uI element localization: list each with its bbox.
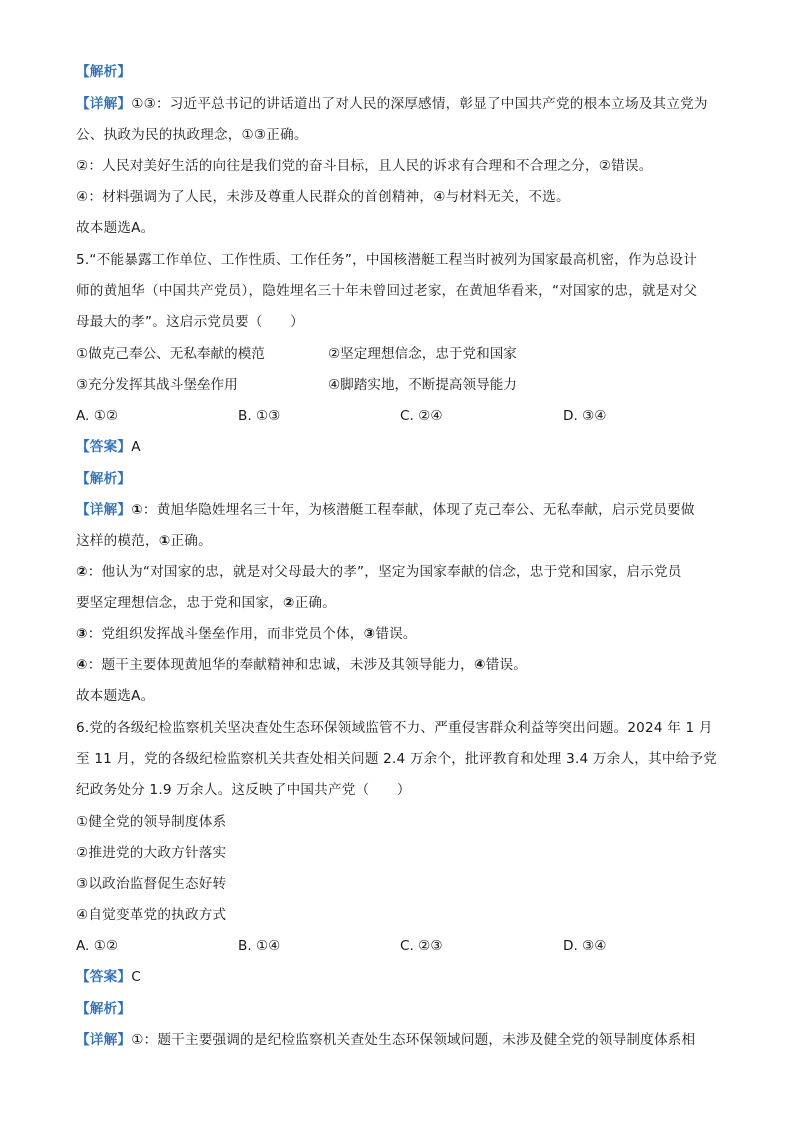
analysis-heading: 【解析】 xyxy=(76,471,132,487)
detail-tag: 【详解】 xyxy=(76,502,132,518)
question-6-item-3: ③以政治监督促生态好转 xyxy=(76,876,227,892)
question-6-option-b: B. ①④ xyxy=(238,938,281,954)
detail-line: 【详解】①：题干主要强调的是纪检监察机关查处生态环保领域问题，未涉及健全党的领导制度体系相 xyxy=(76,1032,696,1048)
question-6-option-d: D. ③④ xyxy=(563,938,607,954)
conclusion-line: 故本题选A。 xyxy=(76,220,155,236)
question-5-stem: 母最大的孝”。这启示党员要（ ） xyxy=(76,314,304,330)
detail-tag: 【详解】 xyxy=(76,1032,132,1048)
detail-tag: 【详解】 xyxy=(76,96,132,112)
detail-line: 要坚定理想信念，忠于党和国家，②正确。 xyxy=(76,595,337,611)
question-5-item-1: ①做克己奉公、无私奉献的模范 xyxy=(76,346,265,362)
question-5-option-d: D. ③④ xyxy=(563,408,607,424)
question-6-option-a: A. ①② xyxy=(76,938,119,954)
question-6-stem: 至 11 月，党的各级纪检监察机关共查处相关问题 2.4 万余个，批评教育和处理 3.4 万余人，其中给予党 xyxy=(76,751,718,767)
question-5-option-c: C. ②④ xyxy=(400,408,443,424)
analysis-heading: 【解析】 xyxy=(76,1001,132,1017)
conclusion-line: 故本题选A。 xyxy=(76,688,155,704)
question-6-stem: 6.党的各级纪检监察机关坚决查处生态环保领域监管不力、严重侵害群众利益等突出问题。2024 年 1 月 xyxy=(76,720,713,736)
detail-line: 【详解】①：黄旭华隐姓埋名三十年，为核潜艇工程奉献，体现了克己奉公、无私奉献，启示党员要做 xyxy=(76,502,695,518)
detail-line: ④：材料强调为了人民，未涉及尊重人民群众的首创精神，④与材料无关，不选。 xyxy=(76,189,570,205)
question-5-answer: 【答案】A xyxy=(76,439,141,455)
question-5-item-2: ②坚定理想信念，忠于党和国家 xyxy=(328,346,517,362)
detail-line: 公、执政为民的执政理念，①③正确。 xyxy=(76,127,308,143)
question-5-stem: 5.“不能暴露工作单位、工作性质、工作任务”，中国核潜艇工程当时被列为国家最高机密，作为总设计 xyxy=(76,252,697,268)
question-6-item-2: ②推进党的大政方针落实 xyxy=(76,845,227,861)
question-5-item-3: ③充分发挥其战斗堡垒作用 xyxy=(76,377,238,393)
analysis-heading: 【解析】 xyxy=(76,64,132,80)
question-5-item-4: ④脚踏实地，不断提高领导能力 xyxy=(328,377,517,393)
question-6-stem: 纪政务处分 1.9 万余人。这反映了中国共产党（ ） xyxy=(76,782,411,798)
detail-line: ②：他认为“对国家的忠，就是对父母最大的孝”，坚定为国家奉献的信念，忠于党和国家，启示党员 xyxy=(76,564,682,580)
detail-line: ③：党组织发挥战斗堡垒作用，而非党员个体，③错误。 xyxy=(76,626,417,642)
question-6-item-1: ①健全党的领导制度体系 xyxy=(76,814,227,830)
question-6-item-4: ④自觉变革党的执政方式 xyxy=(76,907,227,923)
detail-line: 【详解】①③：习近平总书记的讲话道出了对人民的深厚感情，彰显了中国共产党的根本立场及其立党为 xyxy=(76,96,708,112)
question-6-answer: 【答案】C xyxy=(76,969,141,985)
question-5-option-a: A. ①② xyxy=(76,408,119,424)
question-5-stem: 师的黄旭华（中国共产党员），隐姓埋名三十年未曾回过老家，在黄旭华看来，“对国家的忠，就是对父 xyxy=(76,283,698,299)
question-6-option-c: C. ②③ xyxy=(400,938,443,954)
detail-line: 这样的模范，①正确。 xyxy=(76,533,212,549)
detail-line: ②：人民对美好生活的向往是我们党的奋斗目标，且人民的诉求有合理和不合理之分，②错误。 xyxy=(76,158,653,174)
question-5-option-b: B. ①③ xyxy=(238,408,281,424)
detail-line: ④：题干主要体现黄旭华的奉献精神和忠诚，未涉及其领导能力，④错误。 xyxy=(76,657,528,673)
